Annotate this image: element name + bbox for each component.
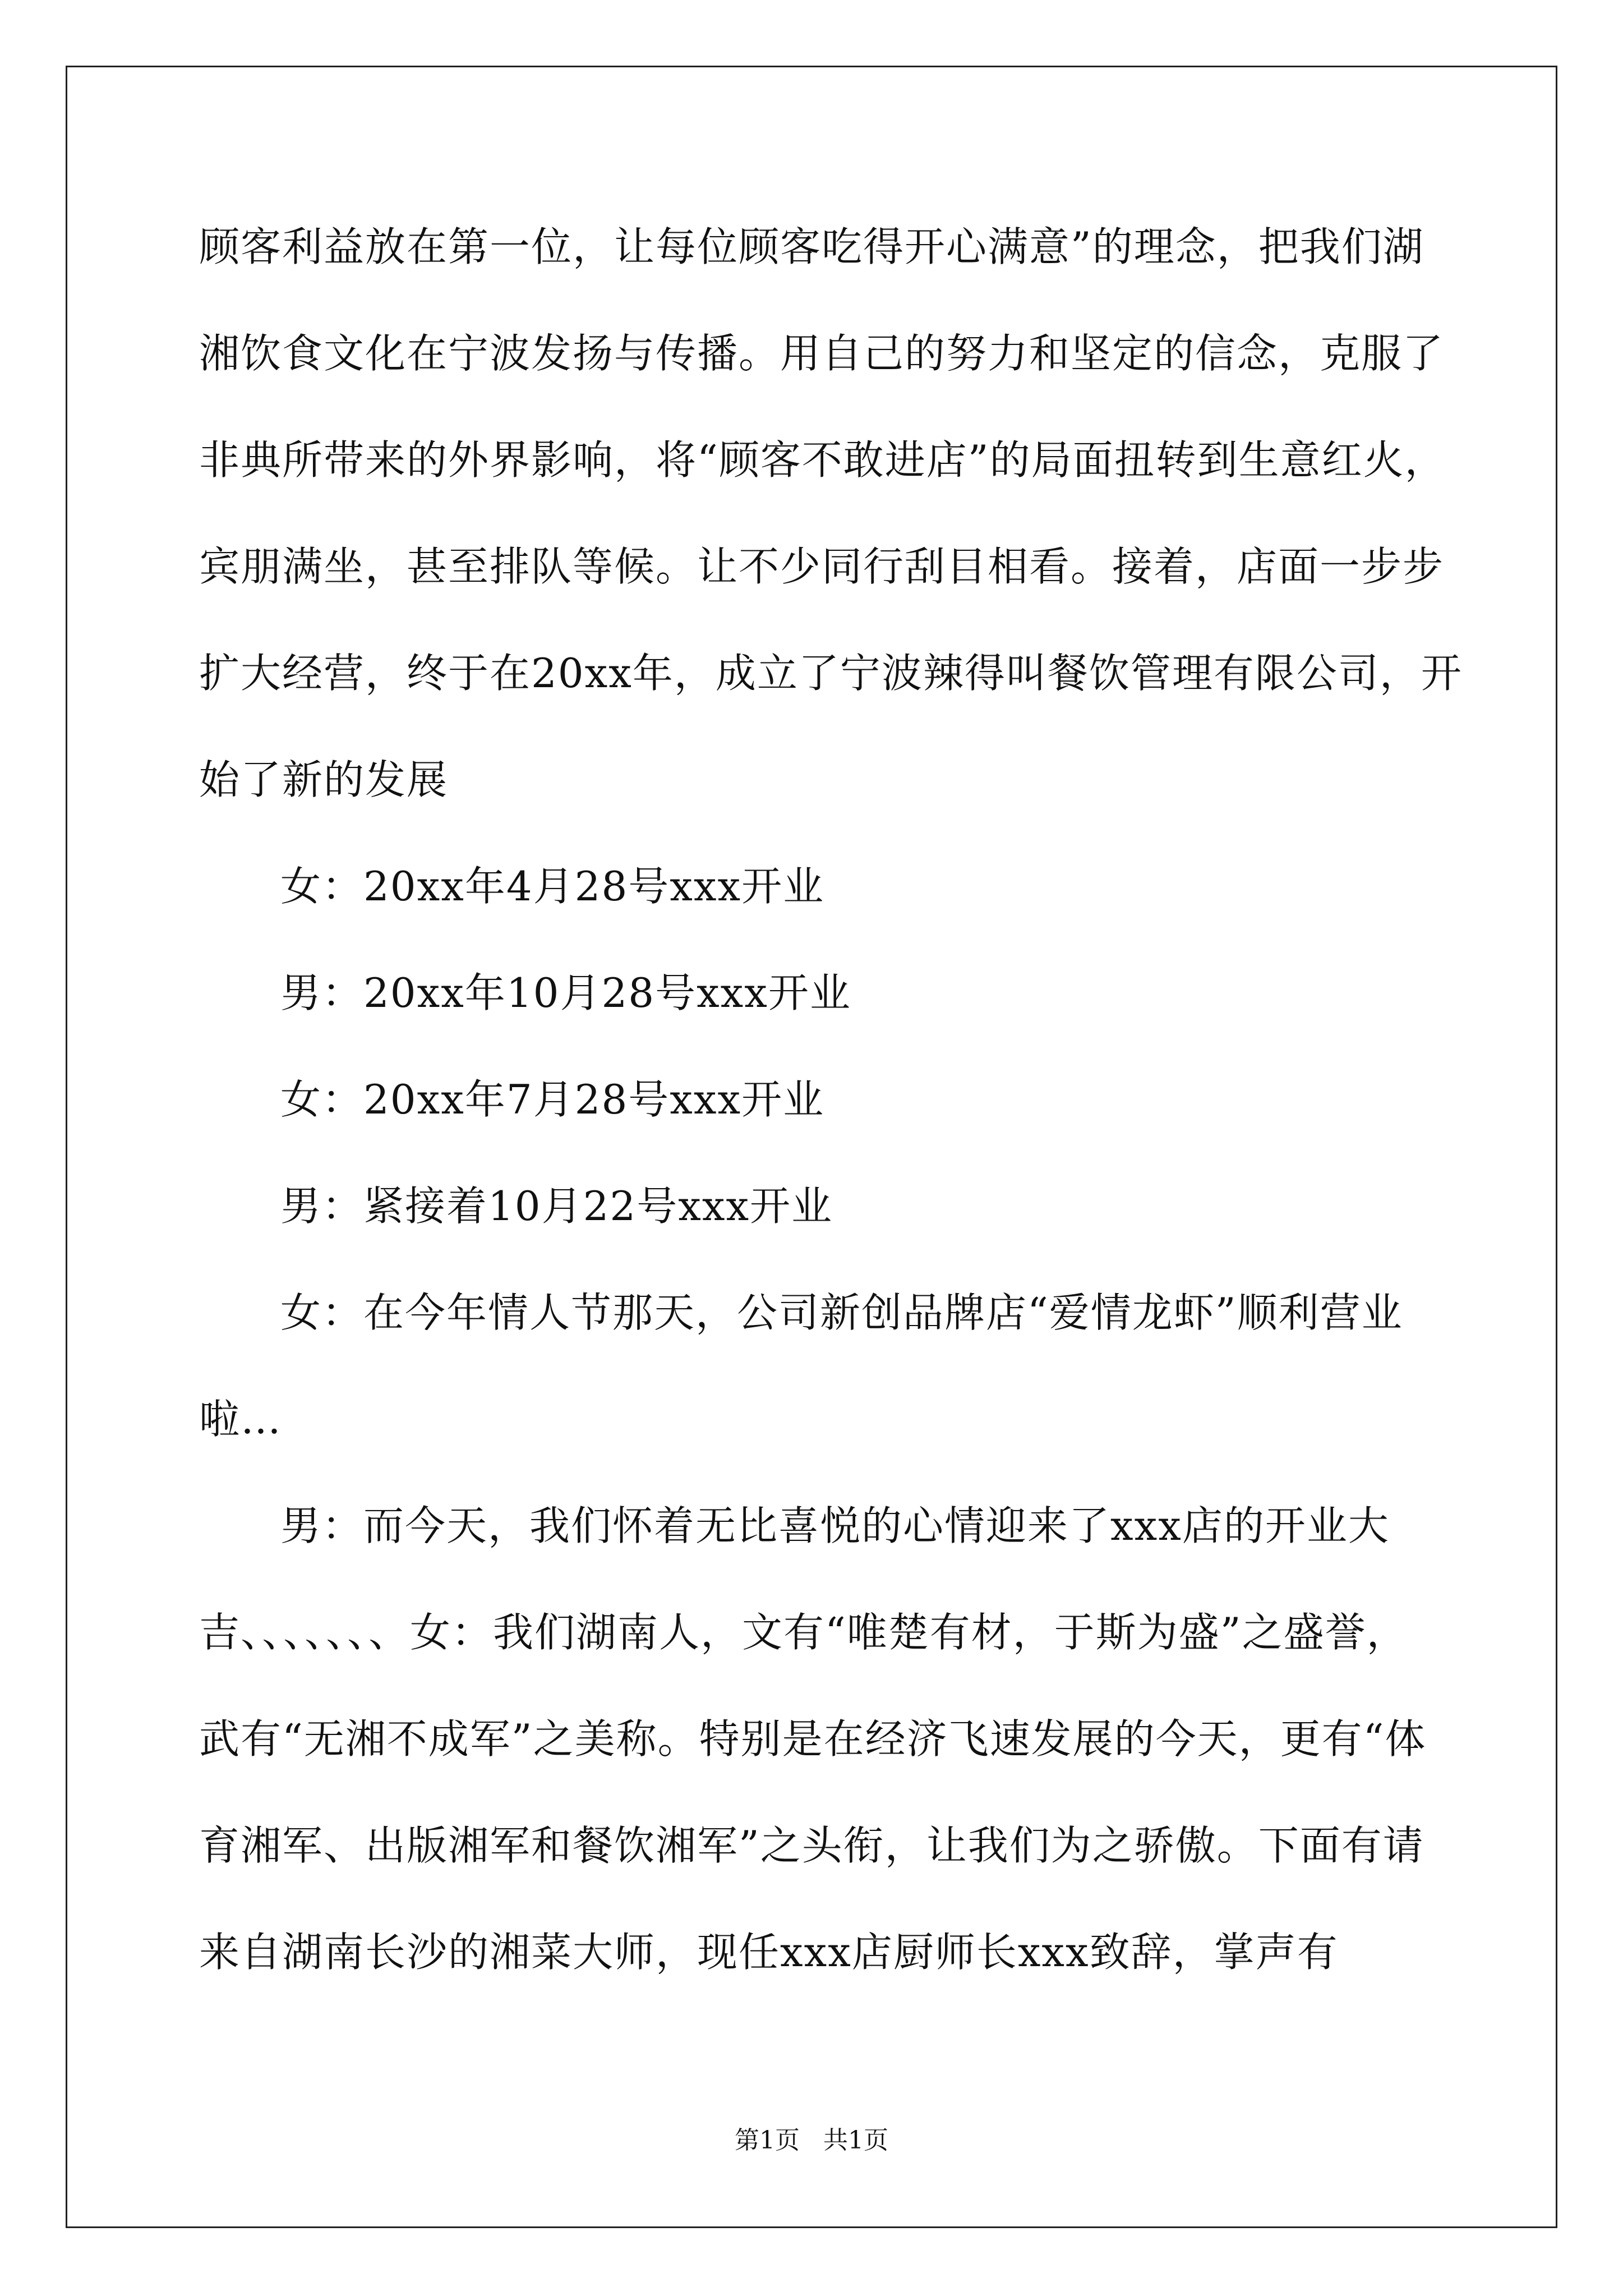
page-footer [0,2124,1623,2157]
text-line-10: 男：紧接着10月22号xxx开业 [280,1182,833,1230]
text-line-15: 武有“无湘不成军”之美称。特别是在经济飞速发展的今天，更有“体 [199,1715,1427,1763]
page-number: 第1页 [735,2126,800,2155]
text-line-2: 湘饮食文化在宁波发扬与传播。用自己的努力和坚定的信念，克服了 [199,330,1445,377]
text-line-3: 非典所带来的外界影响，将“顾客不敢进店”的局面扭转到生意红火， [199,436,1446,484]
text-line-8: 男：20xx年10月28号xxx开业 [280,969,851,1016]
text-line-5: 扩大经营，终于在20xx年，成立了宁波辣得叫餐饮管理有限公司，开 [199,650,1463,697]
text-line-9: 女：20xx年7月28号xxx开业 [280,1076,825,1123]
page-total: 共1页 [823,2126,888,2155]
text-line-16: 育湘军、出版湘军和餐饮湘军”之头衔，让我们为之骄傲。下面有请 [199,1822,1424,1869]
text-line-13: 男：而今天，我们怀着无比喜悦的心情迎来了xxx店的开业大 [280,1502,1390,1549]
text-line-7: 女：20xx年4月28号xxx开业 [280,863,825,910]
text-line-14: 吉、、、、、、、女：我们湖南人，文有“唯楚有材，于斯为盛”之盛誉， [199,1609,1408,1656]
text-line-4: 宾朋满坐，甚至排队等候。让不少同行刮目相看。接着，店面一步步 [199,543,1445,590]
text-line-1: 顾客利益放在第一位，让每位顾客吃得开心满意”的理念，把我们湖 [199,223,1424,270]
text-line-17: 来自湖南长沙的湘菜大师，现任xxx店厨师长xxx致辞，掌声有 [199,1929,1339,1976]
text-line-12: 啦… [199,1396,283,1443]
text-line-11: 女：在今年情人节那天，公司新创品牌店“爱情龙虾”顺利营业 [280,1289,1403,1336]
page-border [66,66,1557,2228]
text-line-6: 始了新的发展 [199,756,449,803]
